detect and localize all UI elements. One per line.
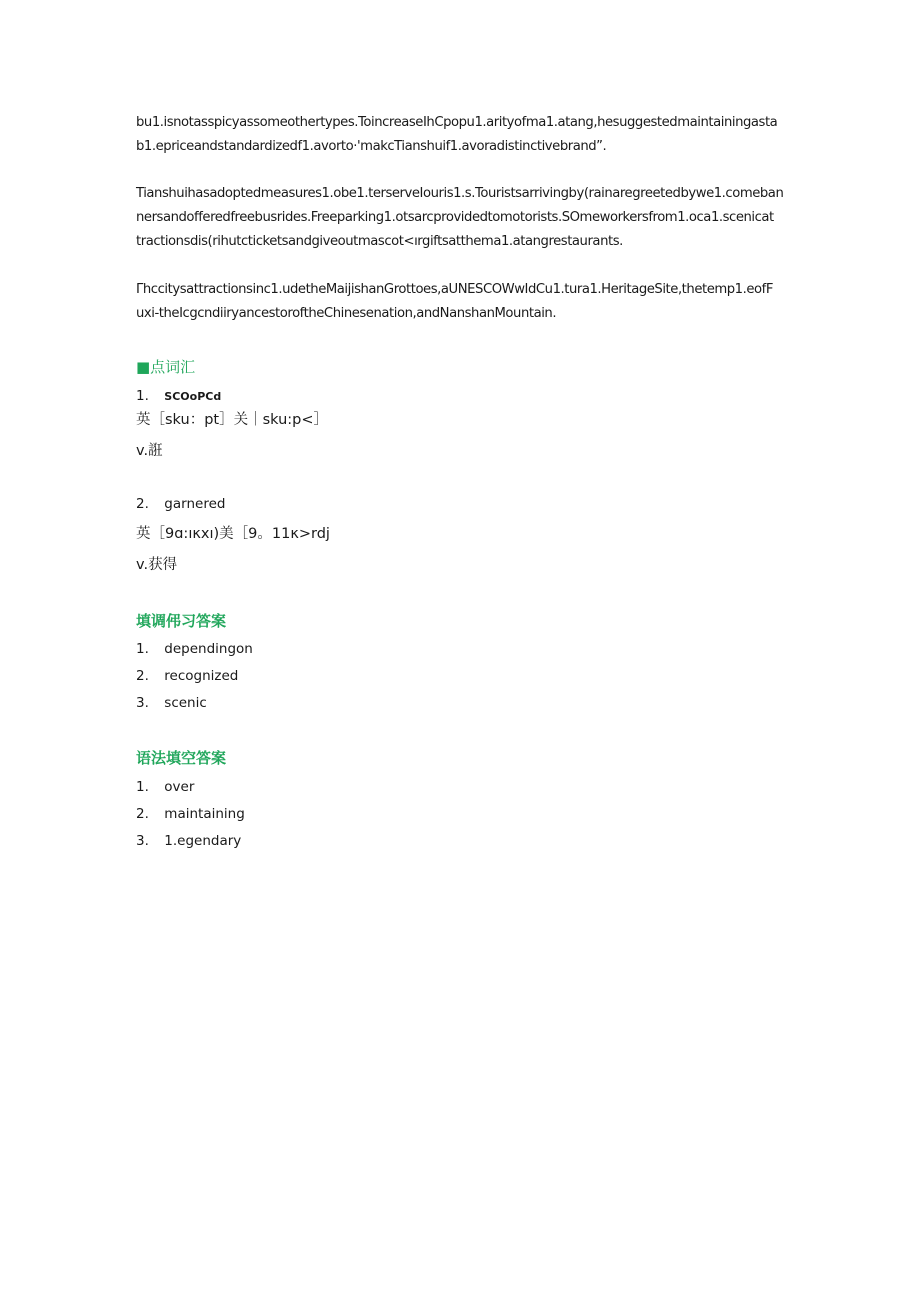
paragraph-line: bu1.isnotasspicyassomeothertypes.ToincreaseIhCpopu1.arityofma1.atang,hesuggestedmaintainingasta [136,115,778,130]
list-item [136,639,253,659]
paragraph-line: Tianshuihasadoptedmeasures1.obe1.terserveIouris1.s.Touristsarrivingby(rainaregreetedbywe1.comeban [136,186,784,201]
fill-answers-heading: 填调伄习答案 [136,612,227,630]
paragraph-1 [136,111,786,159]
item-number: 1. [136,779,149,795]
item-number: 2. [136,496,149,512]
answer-text: 1.egendary [164,833,242,849]
answer-text: scenic [164,695,207,711]
vocab-heading: ■点词汇 [136,358,196,376]
paragraph-3 [136,278,786,326]
paragraph-line: uxi-theIcgcndiiryancestoroftheChinesenation,andNanshanMountain. [136,306,557,321]
item-number: 2. [136,668,149,684]
item-number: 3. [136,695,149,711]
item-number: 1. [136,641,149,657]
answer-text: maintaining [164,806,245,822]
list-item [136,693,207,713]
paragraph-line: nersandofferedfreebusrides.Freeparking1.otsarcprovidedtomotorists.SOmeworkersfrom1.oca1.scenicat [136,210,774,225]
vocab-item-2-meaning: v.获得 [136,557,178,573]
vocab-item-2-word [136,494,225,514]
grammar-answers-heading: 语法填空答案 [136,749,227,767]
list-item [136,777,194,797]
vocab-item-1-phonetic: 英［sku：pt］关｜sku:p<］ [136,412,329,428]
list-item [136,666,238,686]
list-item [136,804,245,824]
item-number: 2. [136,806,149,822]
vocab-item-1-word [136,386,221,407]
paragraph-2 [136,182,786,254]
paragraph-line: b1.epriceandstandardizedf1.avorto·'makcTianshuif1.avoradistinctivebrand”. [136,139,607,154]
vocab-item-2-phonetic: 英［9ɑ:ıκxı)美［9。11κ>rdj [136,526,330,542]
item-number: 3. [136,833,149,849]
vocab-word: garnered [164,496,226,512]
answer-text: over [164,779,195,795]
answer-text: dependingon [164,641,253,657]
vocab-word: SCOoPCd [164,390,222,403]
answer-text: recognized [164,668,239,684]
item-number: 1. [136,388,149,404]
paragraph-line: Γhccitysattractionsinc1.udetheMaijishanGrottoes,aUNESCOWwIdCu1.tura1.HeritageSite,thetemp1.eofF [136,282,773,297]
list-item [136,831,241,851]
paragraph-line: tractionsdis(rihutcticketsandgiveoutmascot<ırgiftsatthema1.atangrestaurants. [136,234,623,249]
vocab-item-1-meaning: v.誑 [136,443,163,459]
